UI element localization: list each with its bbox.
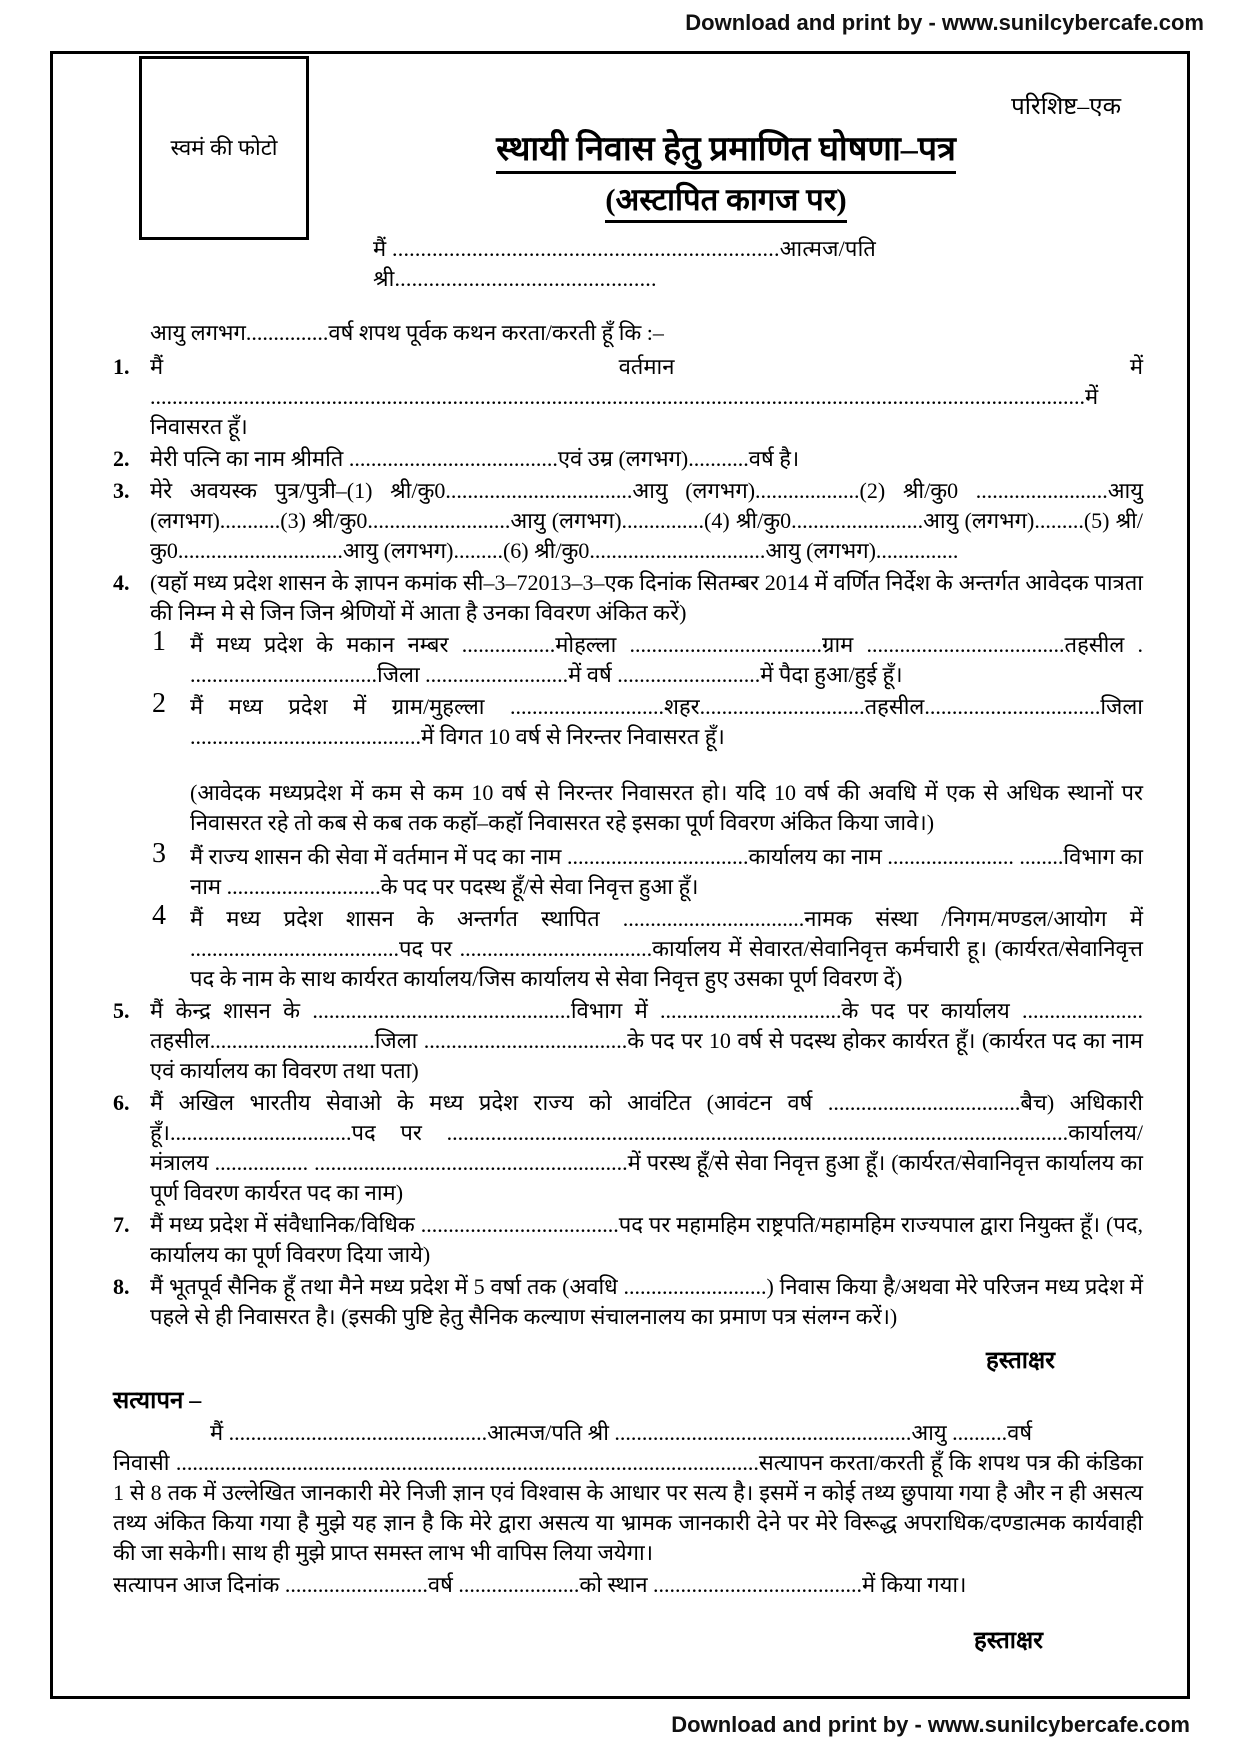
declaration-subitem-2	[152, 688, 1143, 752]
item-number: 2.	[113, 446, 130, 471]
footer-watermark: Download and print by - www.sunilcybercafe.com	[671, 1712, 1190, 1737]
declaration-subitem-1	[152, 626, 1143, 690]
header-main	[309, 54, 1143, 294]
form-header	[113, 54, 1143, 294]
subitem-text: मैं मध्य प्रदेश शासन के अन्तर्गत स्थापित .................................नामक संस्था /निगम/मण्डल/आयोग में ......................................पद पर ...................................कार्यालय में सेवारत/सेवानिवृत्त कर्मचारी हू। (कार्यरत/सेवानिवृत्त पद के नाम के साथ कार्यरत कार्यालय/जिस कार्यालय से सेवा निवृत्त हुए उसका पूर्ण विवरण दें)	[190, 906, 1143, 991]
subitem-number: 1	[152, 626, 166, 657]
item-text: मेरे अवयस्क पुत्र/पुत्री–(1) श्री/कु0..................................आयु (लगभग)...................(2) श्री/कु0 ........................आयु (लगभग)...........(3) श्री/कु0..........................आयु (लगभग)...............(4) श्री/कु0........................आयु (लगभग).........(5) श्री/कु0..............................आयु (लगभग).........(6) श्री/कु0................................आयु (लगभग)...............	[150, 478, 1143, 563]
declaration-item-2	[113, 444, 1143, 474]
declaration-item-4	[113, 568, 1143, 628]
appendix-label: परिशिष्ट–एक	[1011, 94, 1121, 120]
form-content	[53, 54, 1187, 1656]
verification-heading: सत्यापन –	[113, 1388, 202, 1414]
signature-label: हस्ताक्षर	[974, 1628, 1043, 1654]
photo-box-label: स्वमं की फोटो	[170, 135, 278, 160]
item-text: मैं भूतपूर्व सैनिक हूँ तथा मैने मध्य प्रदेश में 5 वर्षा तक (अवधि ..........................) निवास किया है/अथवा मेरे परिजन मध्य प्रदेश में पहले से ही निवासरत है। (इसकी पुष्टि हेतु सैनिक कल्याण संचालनालय का प्रमाण पत्र संलग्न करें।)	[150, 1274, 1143, 1329]
declaration-subitem-3	[152, 838, 1143, 902]
item-number: 7.	[113, 1212, 130, 1237]
item-number: 5.	[113, 998, 130, 1023]
item-text: मैं वर्तमान में ..........................................................................................................................................................................में निवासरत हूँ।	[150, 354, 1143, 439]
subitem-text: मैं राज्य शासन की सेवा में वर्तमान में पद का नाम .................................कार्यालय का नाम ....................... ........विभाग का नाम ............................के पद पर पदस्थ हूँ/से सेवा निवृत्त हुआ हूँ।	[190, 844, 1143, 899]
verification-body: निवासी ..........................................................................................................सत्यापन करता/करती हूँ कि शपथ पत्र की कंडिका 1 से 8 तक में उल्लेखित जानकारी मेरे निजी ज्ञान एवं विश्वास के आधार पर सत्य है। इसमें न कोई तथ्य छुपाया गया है और न ही असत्य तथ्य अंकित किया गया है मुझे यह ज्ञान है कि मेरे द्वारा असत्य या भ्रामक जानकारी देने पर मेरे विरूद्ध अपराधिक/दण्डात्मक कार्यवाही की जा सकेगी। साथ ही मुझे प्राप्त समस्त लाभ भी वापिस लिया जयेगा।	[113, 1450, 1143, 1565]
declaration-item-3	[113, 476, 1143, 566]
residence-note: (आवेदक मध्यप्रदेश में कम से कम 10 वर्ष से निरन्तर निवासरत हो। यदि 10 वर्ष की अवधि में एक से अधिक स्थानों पर निवासरत रहे तो कब से कब तक कहॉ–कहॉ निवासरत रहे इसका पूर्ण विवरण अंकित किया जावे।)	[190, 780, 1143, 835]
subitem-number: 2	[152, 688, 166, 719]
form-title: स्थायी निवास हेतु प्रमाणित घोषणा–पत्र	[309, 128, 1143, 172]
form-border	[50, 51, 1190, 1699]
item-number: 8.	[113, 1274, 130, 1299]
item-text: मैं मध्य प्रदेश में संवैधानिक/विधिक ....................................पद पर महामहिम राष्ट्रपति/महामहिम राज्यपाल द्वारा नियुक्त हूँ। (पद, कार्यालय का पूर्ण विवरण दिया जाये)	[150, 1212, 1143, 1267]
item-text: मेरी पत्नि का नाम श्रीमति ......................................एवं उम्र (लगभग)...........वर्ष है।	[150, 446, 800, 471]
item-number: 6.	[113, 1090, 130, 1115]
subitem-number: 3	[152, 838, 166, 869]
declaration-subitem-4	[152, 900, 1143, 994]
intro-name-line: मैं ....................................................................आत्मज/पति श्री..............................................	[373, 236, 877, 291]
declaration-item-8	[113, 1272, 1143, 1332]
declaration-item-5	[113, 996, 1143, 1086]
signature-label: हस्ताक्षर	[986, 1348, 1055, 1374]
declaration-item-6	[113, 1088, 1143, 1208]
subitem-text: मैं मध्य प्रदेश के मकान नम्बर .................मोहल्ला ...................................ग्राम ....................................तहसील . ..................................जिला ..........................में वर्ष ..........................में पैदा हुआ/हुई हूँ।	[190, 632, 1143, 687]
header-watermark: Download and print by - www.sunilcybercafe.com	[685, 10, 1204, 35]
verification-date-line: सत्यापन आज दिनांक ..........................वर्ष ......................को स्थान ......................................में किया गया।	[113, 1572, 967, 1597]
item-number: 1.	[113, 354, 130, 379]
form-subtitle: (अस्टापित कागज पर)	[309, 180, 1143, 220]
item-number: 3.	[113, 478, 130, 503]
photo-box	[139, 56, 309, 240]
subitem-text: मैं मध्य प्रदेश में ग्राम/मुहल्ला ............................शहर..............................तहसील................................जिला ..........................................में विगत 10 वर्ष से निरन्तर निवासरत हूँ।	[190, 694, 1143, 749]
declaration-item-7	[113, 1210, 1143, 1270]
subitem-number: 4	[152, 900, 166, 931]
item-number: 4.	[113, 570, 130, 595]
item-text: मैं अखिल भारतीय सेवाओ के मध्य प्रदेश राज्य को आवंटित (आवंटन वर्ष ...................................बैच) अधिकारी हूँ।.................................पद पर .................................................................................................................कार्यालय/मंत्रालय ................. .........................................................में परस्थ हूँ/से सेवा निवृत्त हुआ हूँ। (कार्यरत/सेवानिवृत्त कार्यालय का पूर्ण विवरण कार्यरत पद का नाम)	[150, 1090, 1143, 1205]
declaration-item-1	[113, 352, 1143, 442]
item-text: (यहॉ मध्य प्रदेश शासन के ज्ञापन कमांक सी–3–72013–3–एक दिनांक सितम्बर 2014 में वर्णित निर्देश के अन्तर्गत आवेदक पात्रता की निम्न मे से जिन जिन श्रेणियों में आता है उनका विवरण अंकित करें)	[150, 570, 1143, 625]
oath-line: आयु लगभग...............वर्ष शपथ पूर्वक कथन करता/करती हूँ कि :–	[150, 320, 664, 345]
verification-intro-line: मैं ...............................................आत्मज/पति श्री ......................................................आयु ..........वर्ष	[210, 1420, 1033, 1445]
item-text: मैं केन्द्र शासन के ...............................................विभाग में .................................के पद पर कार्यालय ...................... तहसील..............................जिला .....................................के पद पर 10 वर्ष से पदस्थ होकर कार्यरत हूँ। (कार्यरत पद का नाम एवं कार्यालय का विवरण तथा पता)	[150, 998, 1143, 1083]
